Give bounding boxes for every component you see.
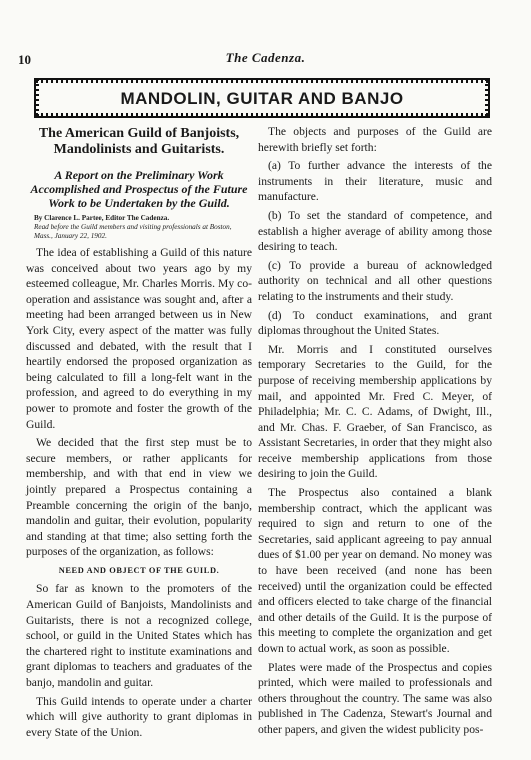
article-subtitle: A Report on the Preliminary Work Accomplished and Prospectus of the Future Work to be Undertaken by the Guild. — [30, 168, 248, 210]
byline-author: By Clarence L. Partee, Editor The Cadenza. — [34, 214, 170, 222]
paragraph: The Prospectus also contained a blank membership contract, which the applicant was required to sign and return to one of the Secretaries, said applicant agreeing to pay annual dues of $1.00 per year on demand. No money was to have been received (and none has been received) until the organization could be effected and officers elected to take charge of the financial and other details of the Guild. It is the purpose of this meeting to complete the organization and get down to actual work, as soon as possible. — [258, 486, 492, 655]
byline-note: Read before the Guild members and visiting professionals at Boston, Mass., January 22, 1902. — [34, 223, 232, 240]
object-item: (c) To provide a bureau of acknowledged authority on technical and all other questions relating to the instruments and their study. — [258, 258, 492, 303]
paragraph: The idea of establishing a Guild of this nature was conceived about two years ago by my esteemed colleague, Mr. Charles Morris. My co-operation and assistance was sought and, after a meeting had been arranged between us in New York City, every aspect of the matter was fully discussed and debated, with the result that I heartily endorsed the proposed organization as being calculated to fill a long-felt want in the profession, and agreed to do everything in my power to promote and foster the growth of the Guild. — [26, 246, 252, 431]
paragraph: We decided that the first step must be to secure members, or rather applicants for membership, and with that end in view we jointly prepared a Prospectus containing a Preamble concerning the origin of the banjo, mandolin and guitar, their evolution, popularity and standing at that time; also setting forth the purposes of the organization, as follows: — [26, 436, 252, 559]
banner-title: MANDOLIN, GUITAR AND BANJO — [120, 89, 404, 108]
page-number: 10 — [18, 52, 31, 67]
running-head: The Cadenza. — [225, 50, 306, 65]
left-column — [26, 124, 252, 743]
byline — [34, 214, 252, 241]
section-banner — [34, 78, 490, 118]
object-item: (a) To further advance the interests of the instruments in their literature, music and manufacture. — [258, 159, 492, 204]
paragraph: Plates were made of the Prospectus and copies printed, which were mailed to professionals and others throughout the country. The same was also published in The Cadenza, Stewart's Journal and other papers, and given the widest publicity pos- — [258, 660, 492, 736]
section-heading: NEED AND OBJECT OF THE GUILD. — [58, 565, 220, 575]
object-item: (d) To conduct examinations, and grant diplomas throughout the United States. — [258, 308, 492, 338]
paragraph: Mr. Morris and I constituted ourselves temporary Secretaries to the Guild, for the purpose of receiving membership applications by mail, and appointed Mr. Fred C. Meyer, of Philadelphia; Mr. C. C. Adams, of Dwight, Ill., and Mr. Chas. F. Graeber, of San Francisco, as Assistant Secretaries, in order that they might also receive membership applications from those desiring to join the Guild. — [258, 342, 492, 481]
paragraph: So far as known to the promoters of the American Guild of Banjoists, Mandolinists and Guitarists, there is not a recognized college, school, or guild in the United States which has the chartered right to institute examinations and grant diplomas to teachers and graduates of the banjo, mandolin and guitar. — [26, 582, 252, 690]
right-column — [258, 124, 492, 741]
article-title: The American Guild of Banjoists, Mandolinists and Guitarists. — [38, 126, 240, 157]
paragraph: This Guild intends to operate under a charter which will give authority to grant diplomas in every State of the Union. — [26, 694, 252, 739]
object-item: (b) To set the standard of competence, and establish a higher average of ability among those desiring to teach. — [258, 208, 492, 254]
paragraph: The objects and purposes of the Guild are herewith briefly set forth: — [258, 125, 492, 154]
